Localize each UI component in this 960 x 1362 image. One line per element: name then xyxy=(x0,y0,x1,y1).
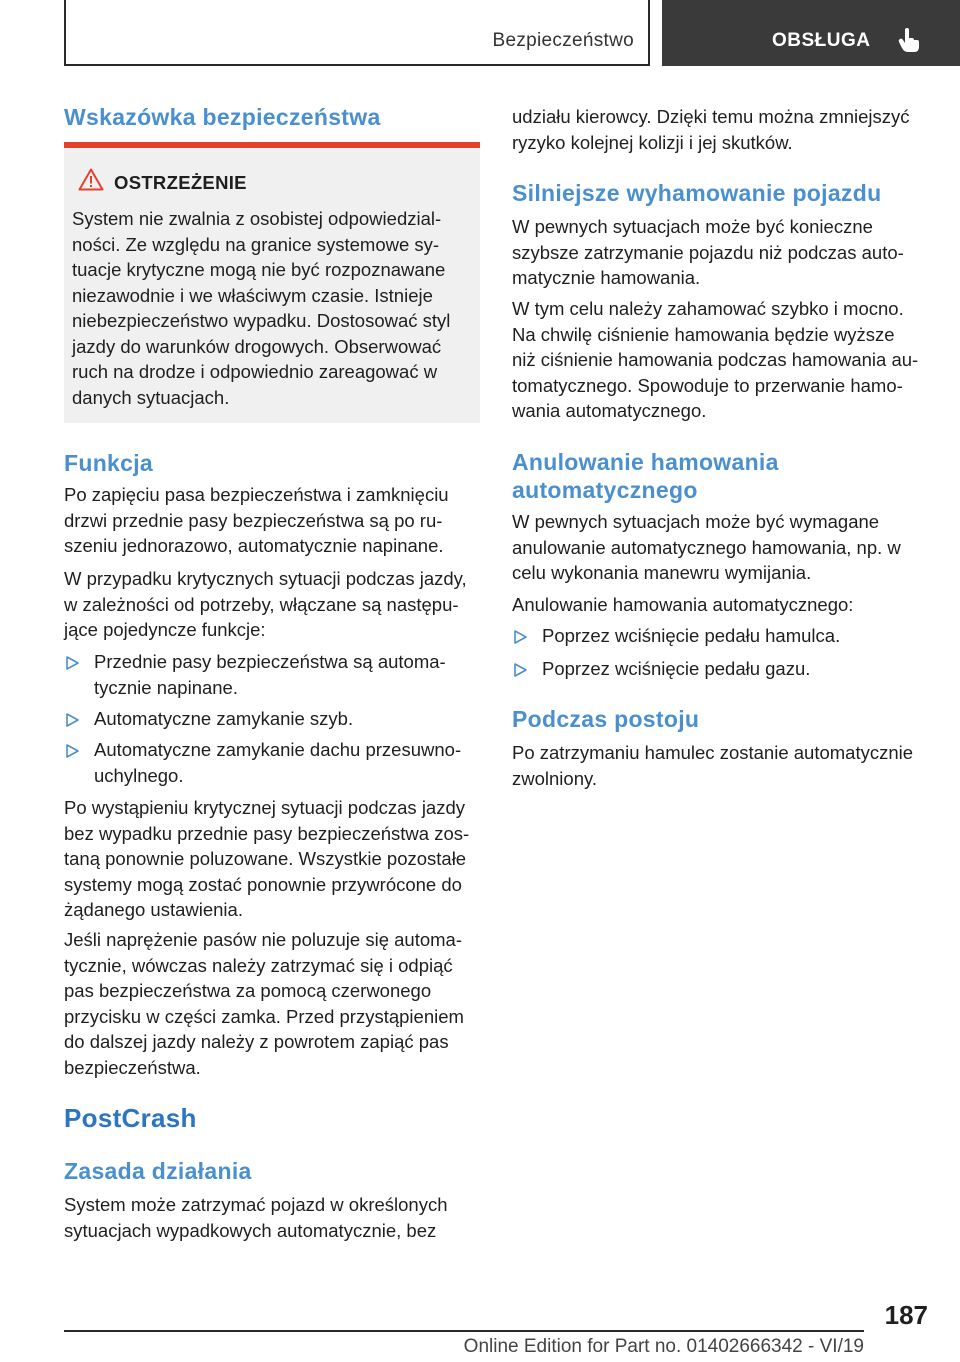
triangle-bullet-icon xyxy=(514,630,527,644)
chapter-tab[interactable] xyxy=(662,0,960,66)
funkcja-paragraph-4 xyxy=(64,927,484,1080)
list-item-text xyxy=(94,706,484,732)
list-item xyxy=(64,706,484,732)
funkcja-heading: Funkcja xyxy=(64,450,154,476)
list-item-text xyxy=(94,737,484,788)
page-number: 187 xyxy=(884,1300,928,1330)
funkcja-paragraph-2 xyxy=(64,566,484,643)
warning-triangle-icon xyxy=(78,168,104,191)
text-line: danych sytuacjach. xyxy=(72,386,230,408)
text-line: pas bezpieczeństwa za pomocą czerwonego xyxy=(64,980,432,1001)
text-line: Anulowanie hamowania automatycznego: xyxy=(512,594,854,615)
text-line: taną ponownie poluzowane. Wszystkie pozostałe xyxy=(64,848,467,869)
text-line: matycznie hamowania. xyxy=(512,267,701,288)
text-line: Jeśli naprężenie pasów nie poluzuje się automa- xyxy=(64,929,462,950)
text-line: szeniu jednorazowo, automatycznie napinane. xyxy=(64,535,444,556)
text-line: tuacje krytyczne mogą nie być rozpoznawane xyxy=(72,259,446,280)
text-line: jące pojedyncze funkcje: xyxy=(64,619,266,640)
silniejsze-paragraph-2 xyxy=(512,296,932,424)
text-line: Na chwilę ciśnienie hamowania będzie wyższe xyxy=(512,323,895,345)
section-title: Bezpieczeństwo xyxy=(492,30,634,51)
anulowanie-paragraph-2 xyxy=(512,592,932,618)
text-line: przycisku w części zamka. Przed przystąpieniem xyxy=(64,1005,464,1027)
text-line: Po wystąpieniu krytycznej sytuacji podczas jazdy xyxy=(64,797,466,818)
funkcja-paragraph-1 xyxy=(64,482,484,559)
text-line: automatycznego xyxy=(512,477,698,503)
text-line: celu wykonania manewru wymijania. xyxy=(512,562,812,583)
text-line: drzwi przednie pasy bezpieczeństwa są po ru- xyxy=(64,509,443,531)
text-line: uchylnego. xyxy=(94,764,184,786)
silniejsze-heading: Silniejsze wyhamowanie pojazdu xyxy=(512,180,882,206)
anulowanie-paragraph-1 xyxy=(512,509,932,586)
text-line: ruch na drodze i odpowiednio zareagować w xyxy=(72,361,438,382)
zasada-paragraph xyxy=(64,1192,484,1243)
anulowanie-heading xyxy=(512,448,779,504)
text-line: bez wypadku przednie pasy bezpieczeństwa zos- xyxy=(64,822,470,844)
text-line: w zależności od potrzeby, włączane są następu- xyxy=(64,593,459,615)
text-line: zwolniony. xyxy=(512,767,598,789)
text-line: Poprzez wciśnięcie pedału gazu. xyxy=(542,658,811,679)
funkcja-paragraph-3 xyxy=(64,795,484,923)
list-item xyxy=(64,649,484,700)
text-line: do dalszej jazdy należy z powrotem zapiąć pas xyxy=(64,1031,449,1052)
text-line: System nie zwalnia z osobistej odpowiedzial- xyxy=(72,208,442,229)
triangle-bullet-icon xyxy=(66,713,79,727)
list-item-text xyxy=(94,649,484,700)
list-item-text xyxy=(542,656,932,682)
text-line: tomatycznego. Spowoduje to przerwanie hamo- xyxy=(512,374,903,396)
postcrash-heading: PostCrash xyxy=(64,1103,197,1133)
text-line: Poprzez wciśnięcie pedału hamulca. xyxy=(542,625,841,646)
text-line: systemy mogą zostać ponownie przywrócone do xyxy=(64,873,462,895)
triangle-bullet-icon xyxy=(66,744,79,758)
header-section-frame xyxy=(64,0,650,66)
text-line: Automatyczne zamykanie dachu przesuwno- xyxy=(94,739,462,760)
warning-text xyxy=(72,206,472,410)
text-line: niezawodnie i we właściwym czasie. Istnieje xyxy=(72,284,433,306)
warning-box xyxy=(64,148,480,423)
text-line: Przednie pasy bezpieczeństwa są automa- xyxy=(94,651,446,672)
text-line: ryzyko kolejnej kolizji i jej skutków. xyxy=(512,131,793,153)
pointing-hand-icon xyxy=(898,28,920,52)
chapter-title: OBSŁUGA xyxy=(772,30,871,51)
text-line: System może zatrzymać pojazd w określonych xyxy=(64,1194,448,1215)
list-item xyxy=(64,737,484,788)
text-line: Po zatrzymaniu hamulec zostanie automatycznie xyxy=(512,742,914,763)
text-line: niebezpieczeństwo wypadku. Dostosować styl xyxy=(72,310,451,331)
footer-edition: Online Edition for Part no. 01402666342 - VI/19 xyxy=(463,1336,864,1357)
warning-title: OSTRZEŻENIE xyxy=(114,172,247,193)
text-line: szybsze zatrzymanie pojazdu niż podczas auto- xyxy=(512,241,904,263)
triangle-bullet-icon xyxy=(514,663,527,677)
continued-paragraph xyxy=(512,104,932,155)
text-line: Po zapięciu pasa bezpieczeństwa i zamknięciu xyxy=(64,484,449,505)
text-line: W pewnych sytuacjach może być wymagane xyxy=(512,511,880,532)
text-line: jazdy do warunków drogowych. Obserwować xyxy=(72,335,442,357)
text-line: anulowanie automatycznego hamowania, np. w xyxy=(512,536,901,558)
text-line: W pewnych sytuacjach może być konieczne xyxy=(512,216,873,237)
postoj-paragraph xyxy=(512,740,932,791)
silniejsze-paragraph-1 xyxy=(512,214,932,291)
text-line: Anulowanie hamowania xyxy=(512,449,779,475)
safety-heading: Wskazówka bezpieczeństwa xyxy=(64,104,381,130)
text-line: udziału kierowcy. Dzięki temu można zmniejszyć xyxy=(512,106,910,127)
text-line: wania automatycznego. xyxy=(512,400,707,421)
text-line: żądanego ustawienia. xyxy=(64,899,243,920)
list-item-text xyxy=(542,623,932,649)
text-line: W przypadku krytycznych sytuacji podczas jazdy, xyxy=(64,568,467,589)
list-item xyxy=(512,656,932,682)
text-line: W tym celu należy zahamować szybko i mocno. xyxy=(512,298,904,319)
postoj-heading: Podczas postoju xyxy=(512,706,700,732)
text-line: bezpieczeństwa. xyxy=(64,1056,201,1078)
text-line: niż ciśnienie hamowania podczas hamowania au- xyxy=(512,349,919,370)
footer-rule xyxy=(64,1330,864,1332)
triangle-bullet-icon xyxy=(66,656,79,670)
zasada-heading: Zasada działania xyxy=(64,1158,252,1184)
text-line: ności. Ze względu na granice systemowe sy- xyxy=(72,233,440,255)
text-line: tycznie napinane. xyxy=(94,676,238,698)
text-line: Automatyczne zamykanie szyb. xyxy=(94,708,354,729)
text-line: tycznie, wówczas należy zatrzymać się i odpiąć xyxy=(64,954,453,976)
list-item xyxy=(512,623,932,649)
text-line: sytuacjach wypadkowych automatycznie, bez xyxy=(64,1219,437,1241)
